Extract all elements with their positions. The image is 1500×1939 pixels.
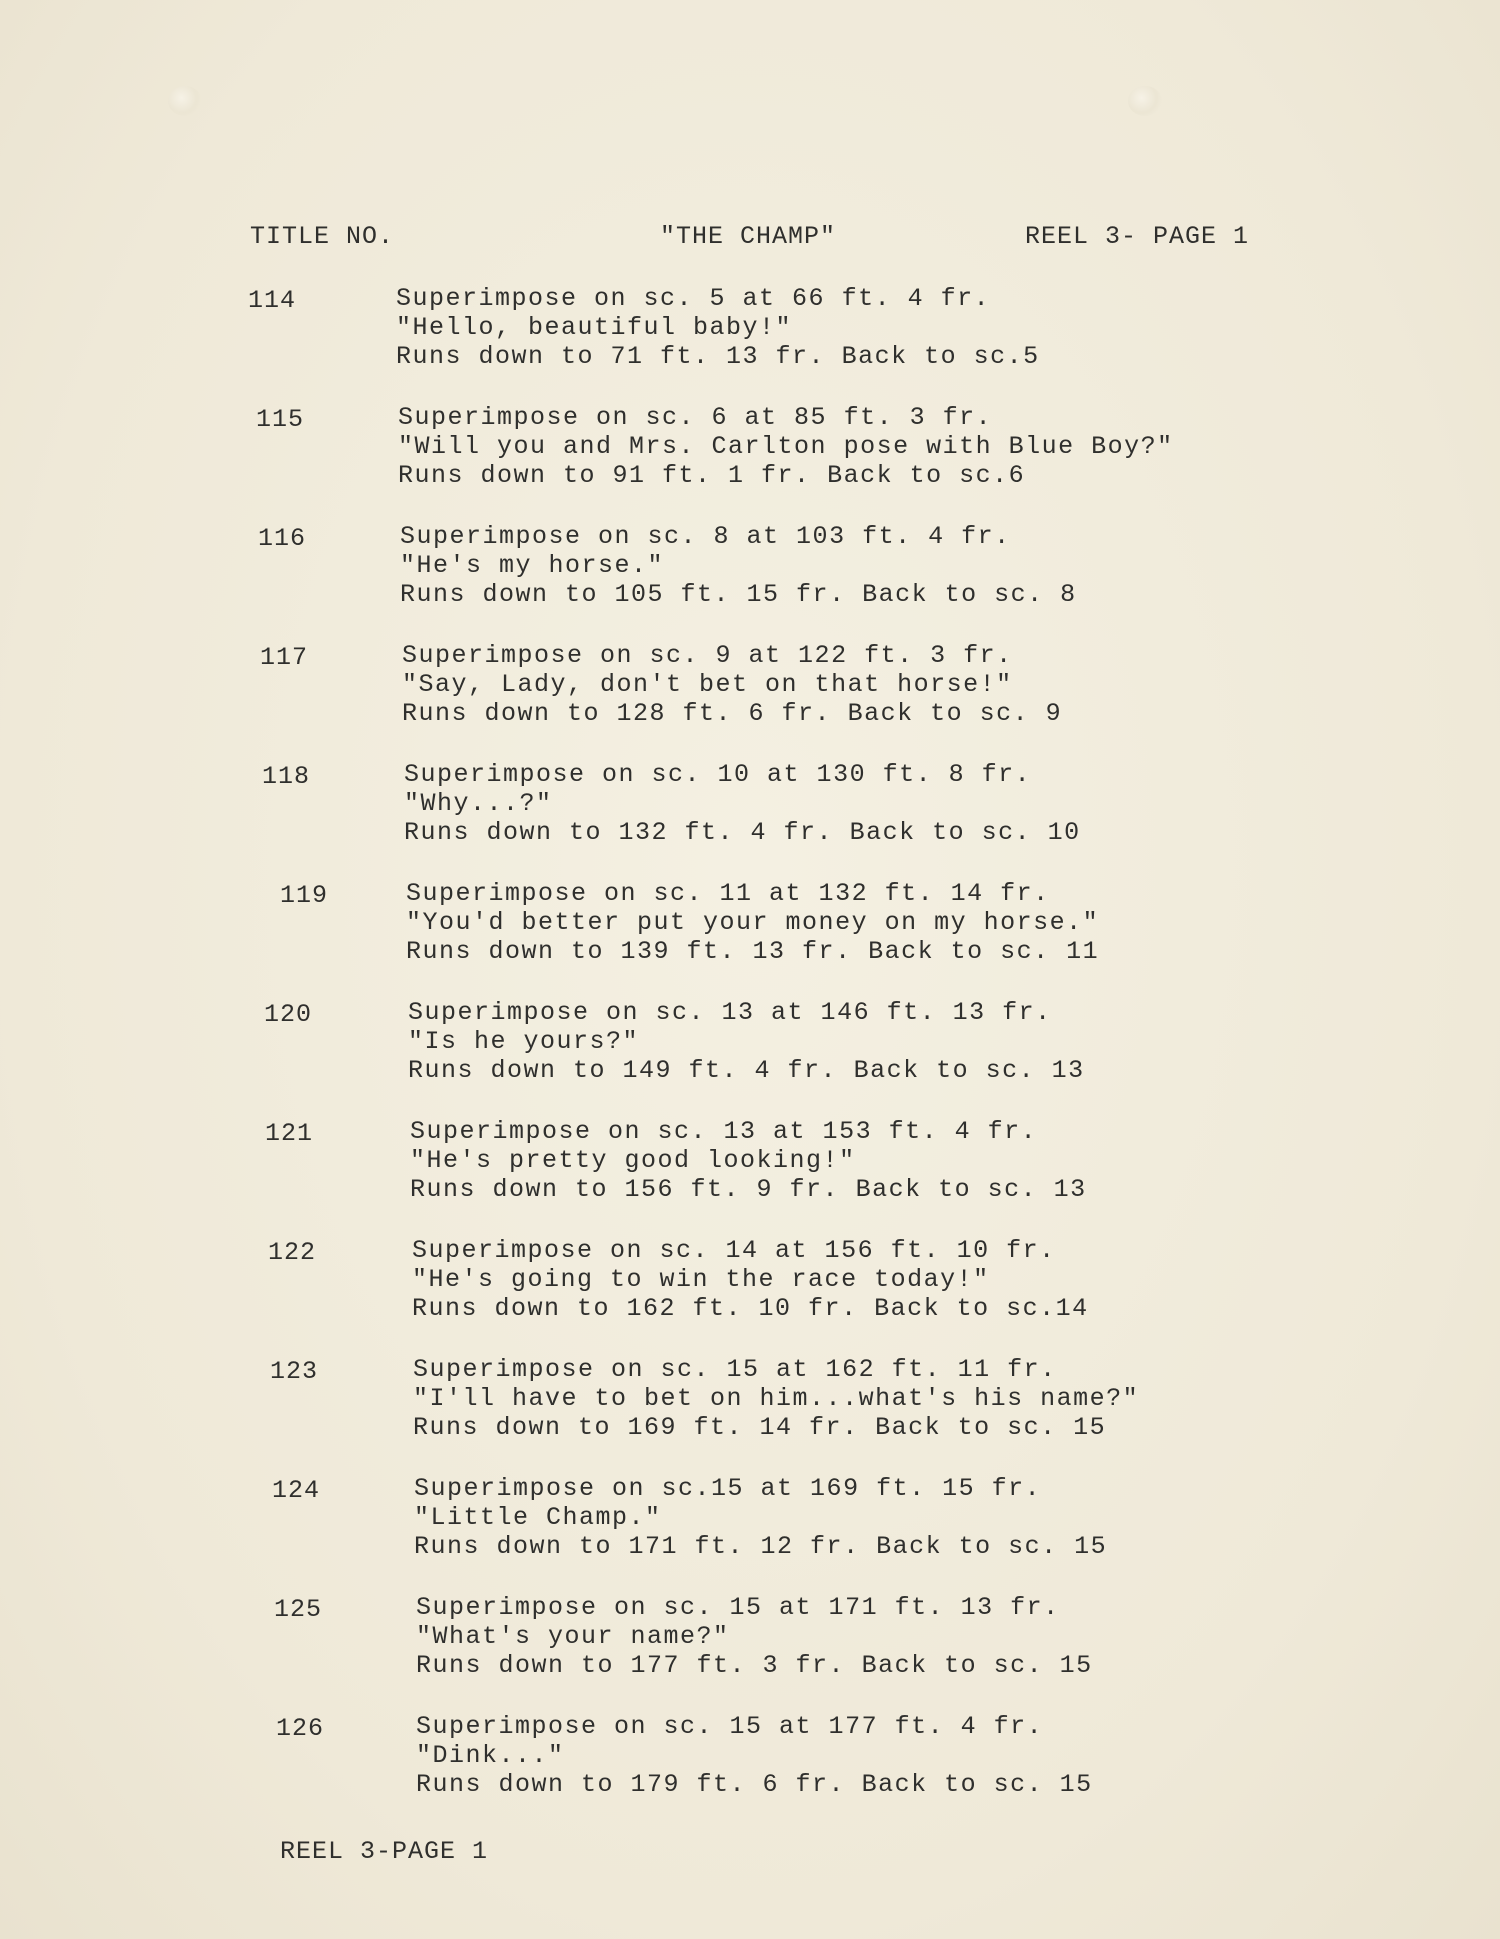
entry-number: 126 [276,1714,325,1743]
title-entry [0,1117,1260,1227]
film-title: "THE CHAMP" [660,222,837,251]
superimpose-line: Superimpose on sc. 14 at 156 ft. 10 fr. [412,1236,1056,1265]
title-entry [0,641,1260,751]
superimpose-line: Superimpose on sc. 6 at 85 ft. 3 fr. [398,403,993,432]
entry-text [404,760,1081,847]
runs-down-line: Runs down to 71 ft. 13 fr. Back to sc.5 [396,342,1040,371]
runs-down-line: Runs down to 177 ft. 3 fr. Back to sc. 15 [416,1651,1093,1680]
superimpose-line: Superimpose on sc. 5 at 66 ft. 4 fr. [396,284,991,313]
runs-down-line: Runs down to 105 ft. 15 fr. Back to sc. 8 [400,580,1077,609]
superimpose-line: Superimpose on sc. 10 at 130 ft. 8 fr. [404,760,1032,789]
dialogue-line: "Little Champ." [414,1503,662,1532]
entry-number: 125 [274,1595,323,1624]
runs-down-line: Runs down to 179 ft. 6 fr. Back to sc. 15 [416,1770,1093,1799]
dialogue-line: "He's going to win the race today!" [412,1265,990,1294]
entry-number: 115 [256,405,305,434]
entry-text [402,641,1062,728]
title-entry [0,403,1260,513]
dialogue-line: "Dink..." [416,1741,565,1770]
title-entry [0,522,1260,632]
entry-number: 119 [280,881,329,910]
dialogue-line: "Hello, beautiful baby!" [396,313,793,342]
superimpose-line: Superimpose on sc. 15 at 177 ft. 4 fr. [416,1712,1044,1741]
superimpose-line: Superimpose on sc.15 at 169 ft. 15 fr. [414,1474,1042,1503]
title-entry [0,879,1260,989]
runs-down-line: Runs down to 156 ft. 9 fr. Back to sc. 13 [410,1175,1087,1204]
title-entry [0,1712,1260,1822]
dialogue-line: "Will you and Mrs. Carlton pose with Blue Boy?" [398,432,1174,461]
superimpose-line: Superimpose on sc. 8 at 103 ft. 4 fr. [400,522,1011,551]
dialogue-line: "Why...?" [404,789,553,818]
superimpose-line: Superimpose on sc. 13 at 153 ft. 4 fr. [410,1117,1038,1146]
entry-text [398,403,1174,490]
superimpose-line: Superimpose on sc. 15 at 171 ft. 13 fr. [416,1593,1060,1622]
superimpose-line: Superimpose on sc. 15 at 162 ft. 11 fr. [413,1355,1057,1384]
title-entry [0,1236,1260,1346]
entry-number: 120 [264,1000,313,1029]
entry-text [408,998,1085,1085]
entry-text [413,1355,1139,1442]
entry-number: 123 [270,1357,319,1386]
punch-mark-right [1128,86,1162,116]
page-footer: REEL 3-PAGE 1 [280,1837,489,1866]
title-entry [0,760,1260,870]
runs-down-line: Runs down to 162 ft. 10 fr. Back to sc.14 [412,1294,1089,1323]
title-entry [0,284,1260,394]
title-entry [0,1355,1260,1465]
runs-down-line: Runs down to 132 ft. 4 fr. Back to sc. 10 [404,818,1081,847]
entry-number: 114 [248,286,297,315]
entry-text [410,1117,1087,1204]
entry-text [416,1712,1093,1799]
dialogue-line: "Say, Lady, don't bet on that horse!" [402,670,1013,699]
dialogue-line: "What's your name?" [416,1622,730,1651]
dialogue-line: "He's pretty good looking!" [410,1146,856,1175]
superimpose-line: Superimpose on sc. 9 at 122 ft. 3 fr. [402,641,1013,670]
title-entry [0,998,1260,1108]
runs-down-line: Runs down to 128 ft. 6 fr. Back to sc. 9 [402,699,1063,728]
entry-text [406,879,1099,966]
entry-text [400,522,1077,609]
entry-text [414,1474,1107,1561]
reel-page-label: REEL 3- PAGE 1 [1025,222,1250,251]
title-entry [0,1593,1260,1703]
runs-down-line: Runs down to 139 ft. 13 fr. Back to sc. 11 [406,937,1100,966]
entry-number: 117 [260,643,309,672]
entry-number: 121 [265,1119,314,1148]
runs-down-line: Runs down to 169 ft. 14 fr. Back to sc. 15 [413,1413,1107,1442]
page-header [0,222,1500,258]
entry-number: 116 [258,524,307,553]
title-entry [0,1474,1260,1584]
dialogue-line: "He's my horse." [400,551,665,580]
entry-text [412,1236,1089,1323]
dialogue-line: "Is he yours?" [408,1027,640,1056]
runs-down-line: Runs down to 91 ft. 1 fr. Back to sc.6 [398,461,1026,490]
runs-down-line: Runs down to 149 ft. 4 fr. Back to sc. 13 [408,1056,1085,1085]
punch-mark-left [168,86,202,116]
dialogue-line: "I'll have to bet on him...what's his name?" [413,1384,1140,1413]
dialogue-line: "You'd better put your money on my horse." [406,908,1100,937]
runs-down-line: Runs down to 171 ft. 12 fr. Back to sc. 15 [414,1532,1108,1561]
entry-number: 122 [268,1238,317,1267]
title-no-label: TITLE NO. [250,222,395,251]
entry-number: 118 [262,762,311,791]
superimpose-line: Superimpose on sc. 11 at 132 ft. 14 fr. [406,879,1050,908]
entry-text [396,284,1040,371]
entry-text [416,1593,1093,1680]
entry-number: 124 [272,1476,321,1505]
superimpose-line: Superimpose on sc. 13 at 146 ft. 13 fr. [408,998,1052,1027]
